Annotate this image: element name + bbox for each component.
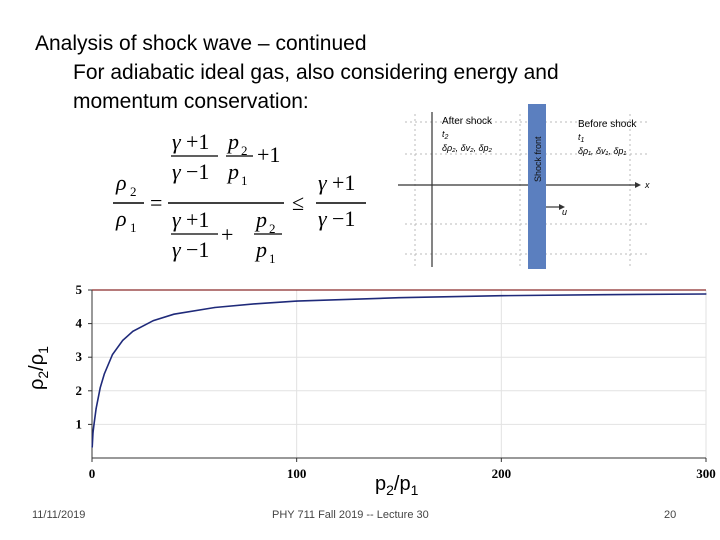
data-point xyxy=(705,293,706,294)
data-point xyxy=(100,387,101,388)
x-axis-label: x xyxy=(645,180,650,190)
x-tick-label: 100 xyxy=(286,466,307,481)
x-tick-label: 200 xyxy=(491,466,512,481)
svg-text:t1: $t_1$ xyxy=(578,132,585,144)
svg-text:p: p xyxy=(228,129,239,154)
data-point xyxy=(95,408,96,409)
velocity-label: u xyxy=(562,207,568,217)
data-point xyxy=(296,300,297,301)
svg-text:γ: γ xyxy=(172,207,181,232)
x-tick-label: 300 xyxy=(696,466,716,481)
svg-text:p: p xyxy=(228,159,239,184)
svg-text:ρ: ρ xyxy=(116,170,127,195)
svg-text:+1: +1 xyxy=(332,170,356,195)
svg-text:ρ: ρ xyxy=(116,206,127,231)
svg-text:+1: +1 xyxy=(186,129,210,154)
y-tick-label: 1 xyxy=(75,416,82,432)
svg-text:γ: γ xyxy=(318,206,327,231)
svg-text:γ: γ xyxy=(172,159,181,184)
svg-text:2: 2 xyxy=(130,184,137,199)
y-tick-label: 5 xyxy=(75,282,82,297)
page-number: 20 xyxy=(664,509,677,521)
data-point xyxy=(112,354,113,355)
data-point xyxy=(501,295,502,296)
svg-text:1: 1 xyxy=(130,220,137,235)
slide-title: Analysis of shock wave – continued xyxy=(35,32,367,55)
data-point xyxy=(153,320,154,321)
svg-text:1: 1 xyxy=(241,173,248,188)
data-point xyxy=(93,424,94,425)
shock-front-label: Shock front xyxy=(533,136,543,182)
svg-text:γ: γ xyxy=(172,237,181,262)
data-point xyxy=(398,297,399,298)
density-ratio-equation xyxy=(108,124,373,264)
y-tick-label: 4 xyxy=(75,315,82,331)
svg-text:t2: $t_2$ xyxy=(442,129,449,141)
svg-text:−1: −1 xyxy=(186,159,210,184)
svg-text:1: 1 xyxy=(269,251,276,264)
density-ratio-plot xyxy=(0,280,720,500)
svg-text:2: 2 xyxy=(269,221,276,236)
before-shock-title: Before shock xyxy=(578,119,637,130)
svg-text:2: 2 xyxy=(241,143,248,158)
data-point xyxy=(92,432,93,433)
slide-subtitle-line2: momentum conservation: xyxy=(73,90,309,113)
data-point xyxy=(122,340,123,341)
shock-front-bar xyxy=(528,104,546,269)
svg-text:≤: ≤ xyxy=(292,190,305,215)
y-axis-label: $\rho_2/\rho_1$ xyxy=(26,346,51,390)
svg-text:−1: −1 xyxy=(186,237,210,262)
svg-text:γ: γ xyxy=(172,129,181,154)
x-tick-label: 0 xyxy=(88,466,96,481)
y-tick-label: 2 xyxy=(75,382,82,398)
svg-text:−1: −1 xyxy=(332,206,356,231)
data-point xyxy=(92,447,93,448)
svg-text:+1: +1 xyxy=(257,142,281,167)
before-shock-vars: δρ₁, δv₁, δp₁ xyxy=(578,146,627,156)
x-axis-label: $p_2/p_1$ xyxy=(375,473,419,498)
data-point xyxy=(214,307,215,308)
after-shock-vars: δρ₂, δv₂, δp₂ xyxy=(442,143,492,153)
shock-front-diagram xyxy=(395,104,660,272)
footer-course: PHY 711 Fall 2019 -- Lecture 30 xyxy=(272,509,429,521)
svg-text:γ: γ xyxy=(318,170,327,195)
data-point xyxy=(603,294,604,295)
svg-text:p: p xyxy=(256,237,267,262)
after-shock-title: After shock xyxy=(442,116,493,127)
svg-text:=: = xyxy=(150,190,163,215)
data-point xyxy=(132,331,133,332)
data-point xyxy=(173,314,174,315)
slide-subtitle-line1: For adiabatic ideal gas, also considering energy and xyxy=(73,61,559,84)
y-tick-label: 3 xyxy=(75,349,82,365)
data-point xyxy=(255,303,256,304)
footer-date: 11/11/2019 xyxy=(32,509,86,521)
data-point xyxy=(104,373,105,374)
svg-text:+1: +1 xyxy=(186,207,210,232)
svg-text:p: p xyxy=(256,207,267,232)
svg-text:+: + xyxy=(221,222,234,247)
